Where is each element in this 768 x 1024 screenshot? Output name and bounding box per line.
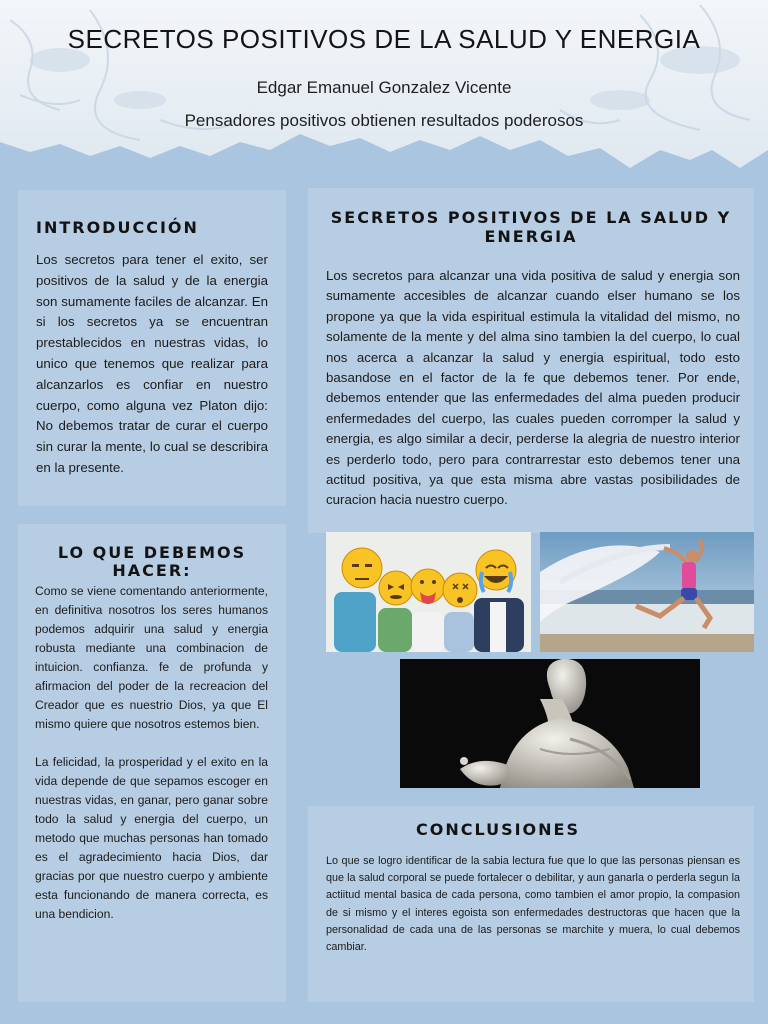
jumping-woman-photo bbox=[540, 532, 754, 652]
main-heading: SECRETOS POSITIVOS DE LA SALUD Y ENERGIA bbox=[330, 208, 732, 246]
intro-heading: INTRODUCCIÓN bbox=[36, 218, 199, 237]
conclusiones-text: Lo que se logro identificar de la sabia lectura fue que lo que las personas piensan es que la salud corporal se puede fortalecer o debilitar, y aun ganarla o perderla segun la actiitud mental basica de cada persona, como tambien el amor propio, la compasion de si mismo y el interes egoista son enfermedades destructoras que hacen que la personalidad de cada una de las personas se marchite y muera, lo cual debemos cambiar. bbox=[326, 855, 740, 954]
author-name: Edgar Emanuel Gonzalez Vicente bbox=[256, 78, 512, 97]
main-panel bbox=[308, 188, 754, 533]
lo-que-debemos-heading: LO QUE DEBEMOS HACER: bbox=[57, 543, 247, 580]
lo-que-debemos-panel bbox=[18, 524, 286, 1002]
lo-que-debemos-body bbox=[35, 582, 268, 924]
plato-statue-photo bbox=[400, 659, 700, 788]
conclusiones-heading: CONCLUSIONES bbox=[415, 820, 580, 839]
header-banner bbox=[0, 0, 768, 180]
intro-panel bbox=[18, 190, 286, 506]
intro-text: Los secretos para tener el exito, ser positivos de la salud y de la energia son sumamente faciles de alcanzar. En si los secretos ya se encuentran prestablecidos en nuestras vidas, lo unico que tenemos que realizar para alcanzarlos es confiar en nuestro cuerpo, como alguna vez Platon dijo: No debemos tratar de curar el cuerpo sin curar la mente, lo cual se describira en la presente. bbox=[36, 252, 268, 475]
lo-que-paragraph-1: Como se viene comentando anteriormente, en definitiva nosotros los seres humanos podemos adquirir una salud y energia robusta mediante una combinacion de intuicion. confianza. fe de profunda y afirmacion del poder de la recreacion del Creador que es nuestrio Dios, ya que El mismo quiere que nosotros estemos bien. bbox=[35, 584, 268, 731]
main-text: Los secretos para alcanzar una vida positiva de salud y energia son sumamente accesibles de alcanzar cuando elser humano se los propone ya que la vida espiritual estimula la vitalidad del mismo, no solamente de la mente y del alma sino tambien la del cuerpo, lo cual nos acerca a alcanzar la salud y energia espiritual, todo esto basandose en el factor de la fe que debemos tener. Por ende, debemos entender que las enfermedades del alma pueden producir enfermedades del cuerpo, las cuales pueden corromper la salud y energia, es algo similar a decir, perderse la alegria de nuestro interior es perderlo todo, pero para contrarrestar esto debemos tener una actitud positiva, ya que esta misma abre vastas posibilidades de curacion hacia nuestro cuerpo. bbox=[326, 268, 740, 508]
page-subtitle: Pensadores positivos obtienen resultados poderosos bbox=[184, 111, 584, 130]
emoji-group-photo bbox=[326, 532, 531, 652]
lo-que-paragraph-2: La felicidad, la prosperidad y el exito en la vida depende de que sepamos escoger en nuestras vidas, en ganar, pero ganar sobre todo la salud y energia del cuerpo, un metodo que muchas personas han tomado es el agradecimiento hacia Dios, dar gracias por que nuestro cuerpo y ambiente esta funcionando de manera correcta, es una bendicion. bbox=[35, 755, 268, 921]
conclusiones-panel bbox=[308, 806, 754, 1002]
page-title: SECRETOS POSITIVOS DE LA SALUD Y ENERGIA bbox=[67, 24, 701, 54]
